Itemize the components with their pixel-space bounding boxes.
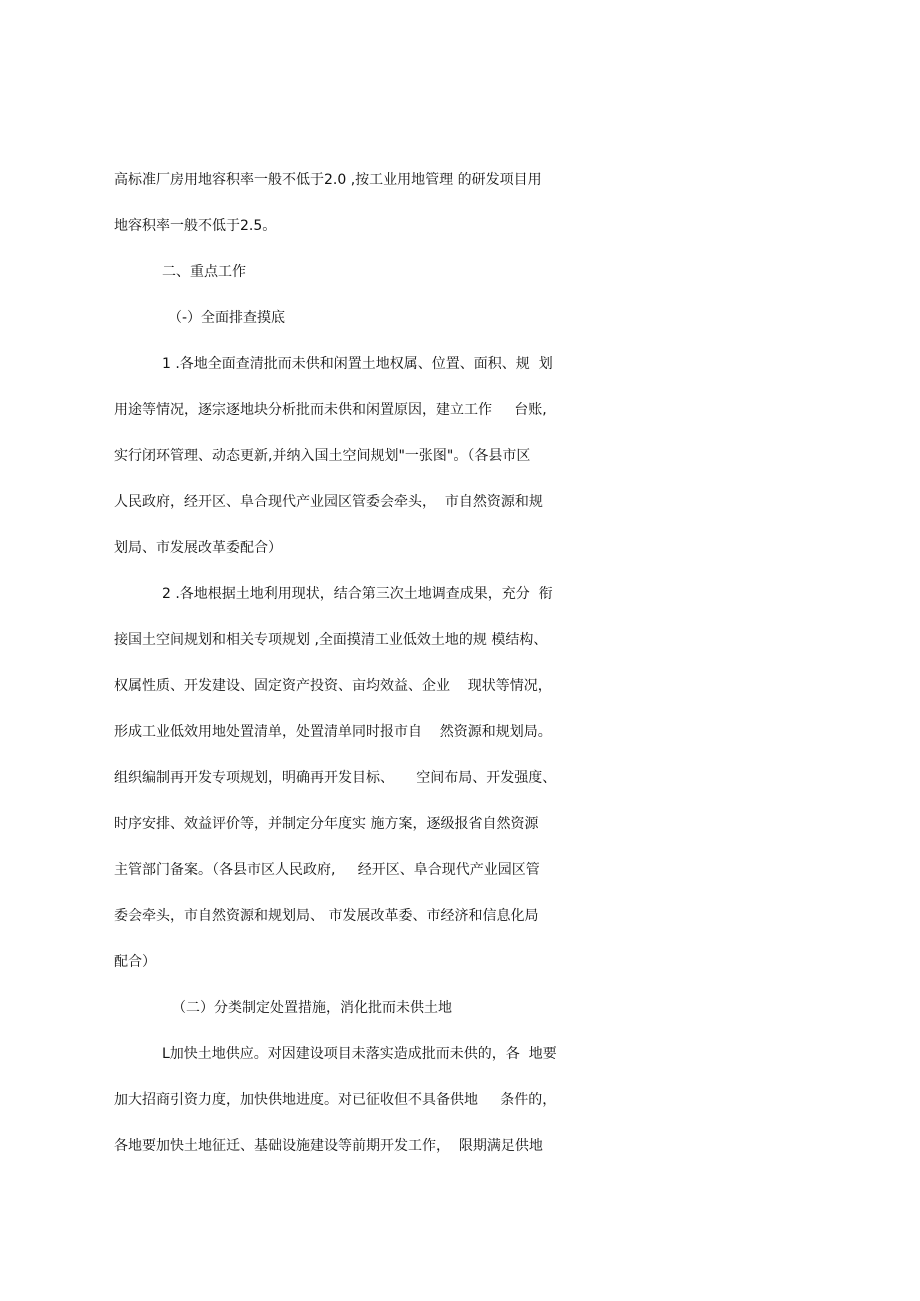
body-text-line: 2 .各地根据土地利用现状，结合第三次土地调查成果，充分 衔 <box>162 586 553 602</box>
body-text-line: 形成工业低效用地处置清单，处置清单同时报市自 然资源和规划局。 <box>114 724 552 740</box>
body-text-line: 主管部门备案。（各县市区人民政府, 经开区、阜合现代产业园区管 <box>114 862 540 878</box>
body-text-line: 1 .各地全面查清批而未供和闲置土地权属、位置、面积、规 划 <box>162 356 553 372</box>
body-text-line: 高标准厂房用地容积率一般不低于2.0 ,按工业用地管理 的研发项目用 <box>114 172 542 188</box>
body-text-line: 时序安排、效益评价等，并制定分年度实 施方案，逐级报省自然资源 <box>114 816 539 832</box>
body-text-line: 地容积率一般不低于2.5。 <box>114 218 277 234</box>
body-text-line: 权属性质、开发建设、固定资产投资、亩均效益、企业 现状等情况， <box>114 678 552 694</box>
subsection-heading: （-）全面排查摸底 <box>168 310 286 326</box>
body-text-line: 加大招商引资力度，加快供地进度。对已征收但不具备供地 条件的， <box>114 1092 557 1108</box>
body-text-line: 人民政府，经开区、阜合现代产业园区管委会牵头， 市自然资源和规 <box>114 494 543 510</box>
body-text-line: 接国土空间规划和相关专项规划 ,全面摸清工业低效土地的规 模结构、 <box>114 632 548 648</box>
subsection-heading: （二）分类制定处置措施，消化批而未供土地 <box>172 1000 452 1016</box>
body-text-line: 各地要加快土地征迁、基础设施建设等前期开发工作， 限期满足供地 <box>114 1138 543 1154</box>
body-text-line: 配合） <box>114 954 156 970</box>
body-text-line: 组织编制再开发专项规划，明确再开发目标、 空间布局、开发强度、 <box>114 770 557 786</box>
body-text-line: 委会牵头，市自然资源和规划局、 市发展改革委、市经济和信息化局 <box>114 908 539 924</box>
body-text-line: 实行闭环管理、动态更新,并纳入国土空间规划"一张图"。（各县市区 <box>114 448 531 464</box>
section-heading: 二、重点工作 <box>162 264 246 280</box>
body-text-line: 划局、市发展改革委配合） <box>114 540 282 556</box>
body-text-line: 用途等情况，逐宗逐地块分析批而未供和闲置原因，建立工作 台账, <box>114 402 547 418</box>
body-text-line: L加快土地供应。对因建设项目未落实造成批而未供的，各 地要 <box>162 1046 557 1062</box>
